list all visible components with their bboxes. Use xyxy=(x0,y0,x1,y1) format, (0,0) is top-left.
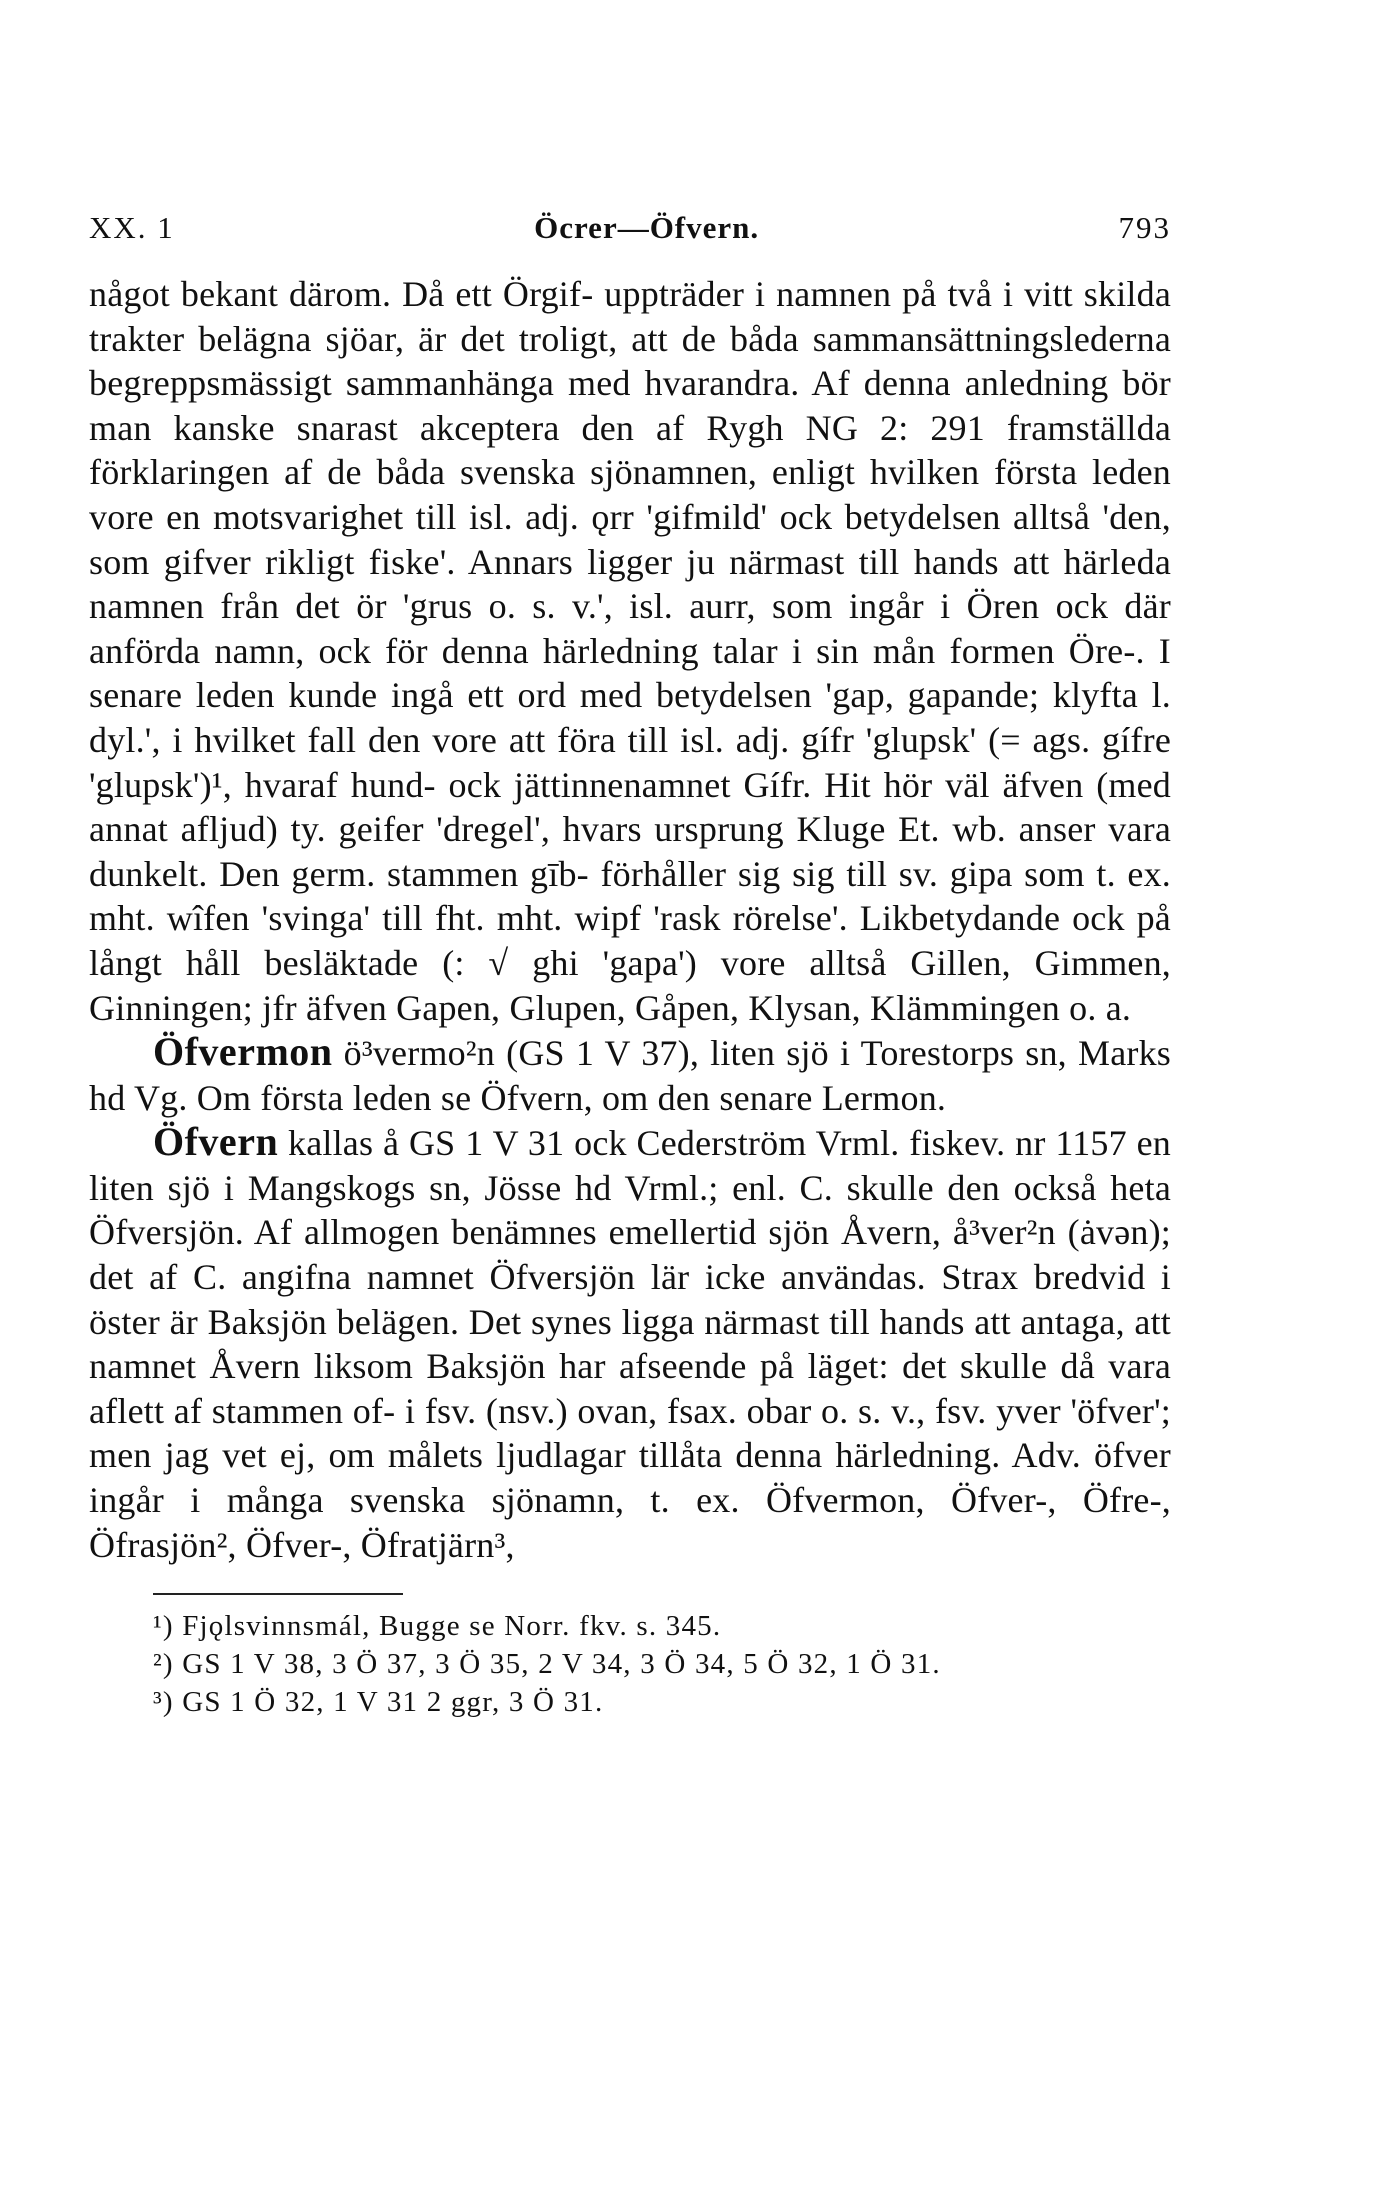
entry-text: kallas å GS 1 V 31 ock Cederström Vrml. fiskev. nr 1157 en liten sjö i Mangskogs sn, Jösse hd Vrml.; enl. C. skulle den också heta Öfversjön. Af allmogen benämnes emellertid sjön Åvern, å³ver²n (ȧvən); det af C. angifna namnet Öfversjön lär icke användas. Strax bredvid i öster är Baksjön belägen. Det synes ligga närmast till hands att antaga, att namnet Åvern liksom Baksjön har afseende på läget: det skulle då vara aflett af stammen of- i fsv. (nsv.) ovan, fsax. obar o. s. v., fsv. yver 'öfver'; men jag vet ej, om målets ljudlagar tillåta denna härledning. Adv. öfver ingår i många svenska sjönamn, t. ex. Öfvermon, Öfver-, Öfre-, Öfrasjön², Öfver-, Öfratjärn³, xyxy=(89,1123,1171,1565)
dictionary-entry xyxy=(89,1120,1171,1567)
footnote: ³) GS 1 Ö 32, 1 V 31 2 ggr, 3 Ö 31. xyxy=(153,1686,604,1719)
continuation-paragraph: något bekant därom. Då ett Örgif- uppträder i namnen på två i vitt skilda trakter belägna sjöar, är det troligt, att de båda sammansättningslederna begreppsmässigt sammanhänga med hvarandra. Af denna anledning bör man kanske snarast akceptera den af Rygh NG 2: 291 framställda förklaringen af de båda svenska sjönamnen, enligt hvilken första leden vore en motsvarighet till isl. adj. ǫrr 'gifmild' ock betydelsen alltså 'den, som gifver rikligt fiske'. Annars ligger ju närmast till hands att härleda namnen från det ör 'grus o. s. v.', isl. aurr, som ingår i Ören ock där anförda namn, ock för denna härledning talar i sin mån formen Öre-. I senare leden kunde ingå ett ord med betydelsen 'gap, gapande; klyfta l. dyl.', i hvilket fall den vore att föra till isl. adj. gífr 'glupsk' (= ags. gífre 'glupsk')¹, hvaraf hund- ock jättinnenamnet Gífr. Hit hör väl äfven (med annat afljud) ty. geifer 'dregel', hvars ursprung Kluge Et. wb. anser vara dunkelt. Den germ. stammen gīb- förhåller sig sig till sv. gipa som t. ex. mht. wîfen 'svinga' till fht. mht. wipf 'rask rörelse'. Likbetydande ock på långt håll besläktade (: √ ghi 'gapa') vore alltså Gillen, Gimmen, Ginningen; jfr äfven Gapen, Glupen, Gåpen, Klysan, Klämmingen o. a. xyxy=(89,274,1171,1028)
footnote: ²) GS 1 V 38, 3 Ö 37, 3 Ö 35, 2 V 34, 3 Ö 34, 5 Ö 32, 1 Ö 31. xyxy=(153,1648,941,1681)
running-header xyxy=(89,210,1171,246)
section-number: XX. 1 xyxy=(89,210,175,245)
document-page xyxy=(89,210,1171,1721)
entry-text: ö³vermo²n (GS 1 V 37), liten sjö i Torestorps sn, Marks hd Vg. Om första leden se Öfvern, om den senare Lermon. xyxy=(89,1033,1171,1118)
footnote-divider xyxy=(153,1593,403,1595)
dictionary-entry xyxy=(89,1030,1171,1120)
entry-headword: Öfvern xyxy=(153,1119,279,1165)
footnotes xyxy=(89,1607,1171,1721)
footnote: ¹) Fjǫlsvinnsmál, Bugge se Norr. fkv. s. 345. xyxy=(153,1610,722,1643)
running-title: Öcrer—Öfvern. xyxy=(534,210,760,245)
entry-headword: Öfvermon xyxy=(153,1029,333,1075)
body-text xyxy=(89,272,1171,1567)
page-number: 793 xyxy=(1118,210,1171,245)
